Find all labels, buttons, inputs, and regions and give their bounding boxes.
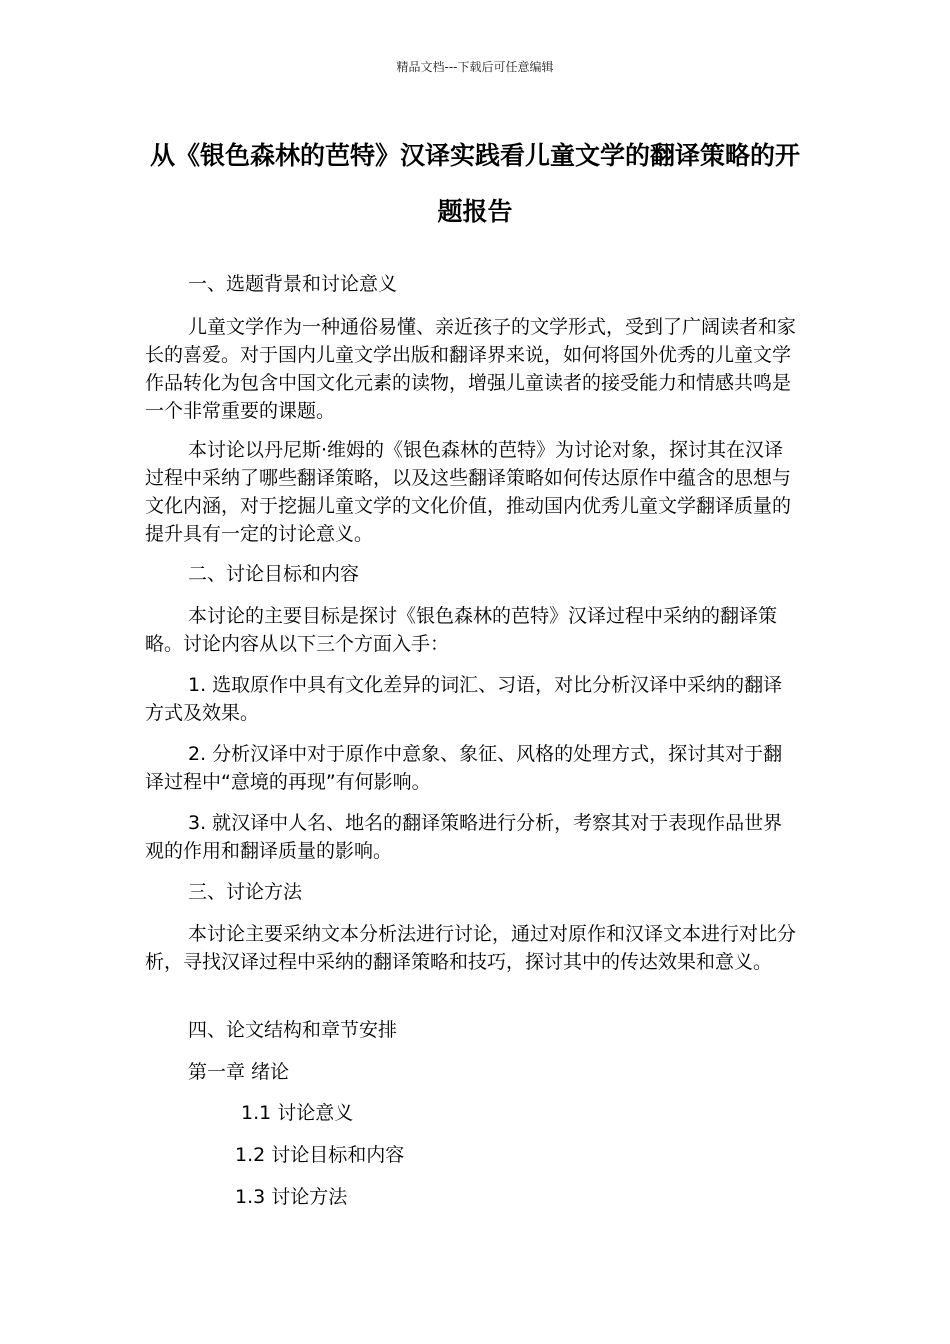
page-header: 精品文档---下载后可任意编辑 — [396, 60, 554, 74]
toc-item-1-3: 1.3 讨论方法 — [235, 1186, 348, 1208]
paragraph-method: 本讨论主要采纳文本分析法进行讨论，通过对原作和汉译文本进行对比分析，寻找汉译过程中采纳的翻译策略和技巧，探讨其中的传达效果和意义。 — [145, 923, 797, 973]
paragraph-background: 儿童文学作为一种通俗易懂、亲近孩子的文学形式，受到了广阔读者和家长的喜爱。对于国内儿童文学出版和翻译界来说，如何将国外优秀的儿童文学作品转化为包含中国文化元素的读物，增强儿童读者的接受能力和情感共鸣是一个非常重要的课题。 — [145, 316, 797, 422]
section-heading-3: 三、讨论方法 — [188, 881, 303, 903]
section-heading-2: 二、讨论目标和内容 — [188, 563, 360, 585]
list-item-1: 1. 选取原作中具有文化差异的词汇、习语，对比分析汉译中采纳的翻译方式及效果。 — [145, 674, 783, 724]
paragraph-significance: 本讨论以丹尼斯·维姆的《银色森林的芭特》为讨论对象，探讨其在汉译过程中采纳了哪些翻译策略，以及这些翻译策略如何传达原作中蕴含的思想与文化内涵，对于挖掘儿童文学的文化价值，推动国内优秀儿童文学翻译质量的提升具有一定的讨论意义。 — [145, 439, 792, 545]
section-heading-1: 一、选题背景和讨论意义 — [188, 273, 398, 295]
list-item-2: 2. 分析汉译中对于原作中意象、象征、风格的处理方式，探讨其对于翻译过程中“意境的再现”有何影响。 — [145, 743, 783, 793]
toc-item-1-2: 1.2 讨论目标和内容 — [235, 1144, 405, 1166]
toc-item-1-1: 1.1 讨论意义 — [241, 1102, 354, 1124]
chapter-heading-1: 第一章 绪论 — [188, 1061, 290, 1083]
document-title: 从《银色森林的芭特》汉译实践看儿童文学的翻译策略的开题报告 — [149, 141, 800, 226]
list-item-3: 3. 就汉译中人名、地名的翻译策略进行分析，考察其对于表现作品世界观的作用和翻译质量的影响。 — [145, 812, 783, 862]
paragraph-objectives: 本讨论的主要目标是探讨《银色森林的芭特》汉译过程中采纳的翻译策略。讨论内容从以下三个方面入手： — [145, 605, 778, 655]
section-heading-4: 四、论文结构和章节安排 — [188, 1019, 398, 1041]
